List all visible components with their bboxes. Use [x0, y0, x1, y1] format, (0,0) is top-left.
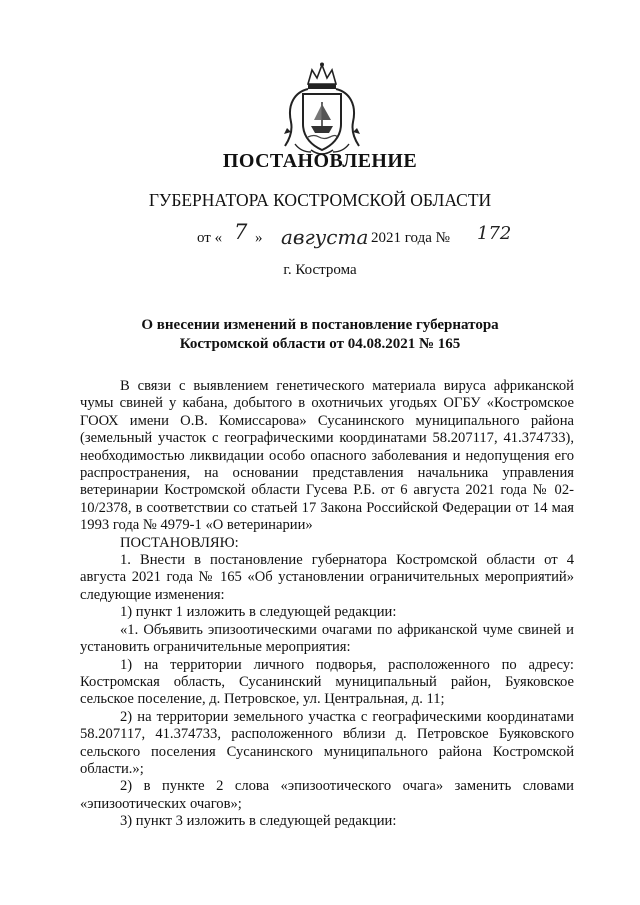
document-subtitle: ГУБЕРНАТОРА КОСТРОМСКОЙ ОБЛАСТИ [148, 190, 492, 210]
document-body [80, 378, 574, 831]
document-title: ПОСТАНОВЛЕНИЕ [222, 150, 418, 172]
paragraph: 3) пункт 3 изложить в следующей редакции: [120, 813, 397, 830]
paragraph: «1. Объявить эпизоотическими очагами по африканской чуме свиней и установить ограничительные мероприятия: [80, 621, 574, 656]
paragraph: 2) в пункте 2 слова «эпизоотического очага» заменить словами «эпизоотических очагов»; [80, 778, 574, 812]
paragraph: ПОСТАНОВЛЯЮ: [120, 534, 239, 551]
paragraph: 2) на территории земельного участка с географическими координатами 58.207117, 41.374733, расположенного вблизи д. Петровское Буяковского сельского поселения Сусанинского муниципального района Костромской области.»; [80, 708, 574, 777]
paragraph: 1) пункт 1 изложить в следующей редакции: [120, 604, 397, 621]
coat-of-arms-emblem [281, 62, 363, 160]
date-line [197, 220, 517, 250]
date-quote-close: » [255, 230, 263, 246]
paragraph: 1) на территории личного подворья, расположенного по адресу: Костромская область, Сусанинский муниципальный район, Буяковское сельское поселение, д. Петровское, ул. Центральная, д. 11; [80, 656, 574, 708]
city: г. Кострома [283, 262, 357, 278]
date-prefix: от « [197, 230, 223, 246]
heading-line-2: Костромской области от 04.08.2021 № 165 [179, 336, 461, 352]
handwritten-month: августа [281, 225, 369, 249]
paragraph: В связи с выявлением генетического материала вируса африканской чумы свиней у кабана, добытого в охотничьих угодьях ОГБУ «Костромское ГООХ имени О.В. Комиссарова» Сусанинского муниципального района (земельный участок с географическими координатами 58.207117, 41.374733), необходимостью ликвидации особо опасного заболевания и недопущения его распространения, на основании представления начальника управления ветеринарии Костромской области Гусева Р.Б. от 6 августа 2021 года № 02-10/2378, в соответствии со статьей 17 Закона Российской Федерации от 14 мая 1993 года № 4979-1 «О ветеринарии» [80, 378, 574, 534]
heading-line-1: О внесении изменений в постановление губернатора [141, 317, 499, 333]
paragraph: 1. Внести в постановление губернатора Костромской области от 4 августа 2021 года № 165 «Об установлении ограничительных мероприятий» следующие изменения: [80, 552, 574, 603]
date-year-text: 2021 года № [371, 230, 450, 246]
handwritten-day: 7 [234, 220, 248, 244]
resolution-heading [100, 316, 540, 354]
handwritten-number: 172 [477, 223, 512, 244]
